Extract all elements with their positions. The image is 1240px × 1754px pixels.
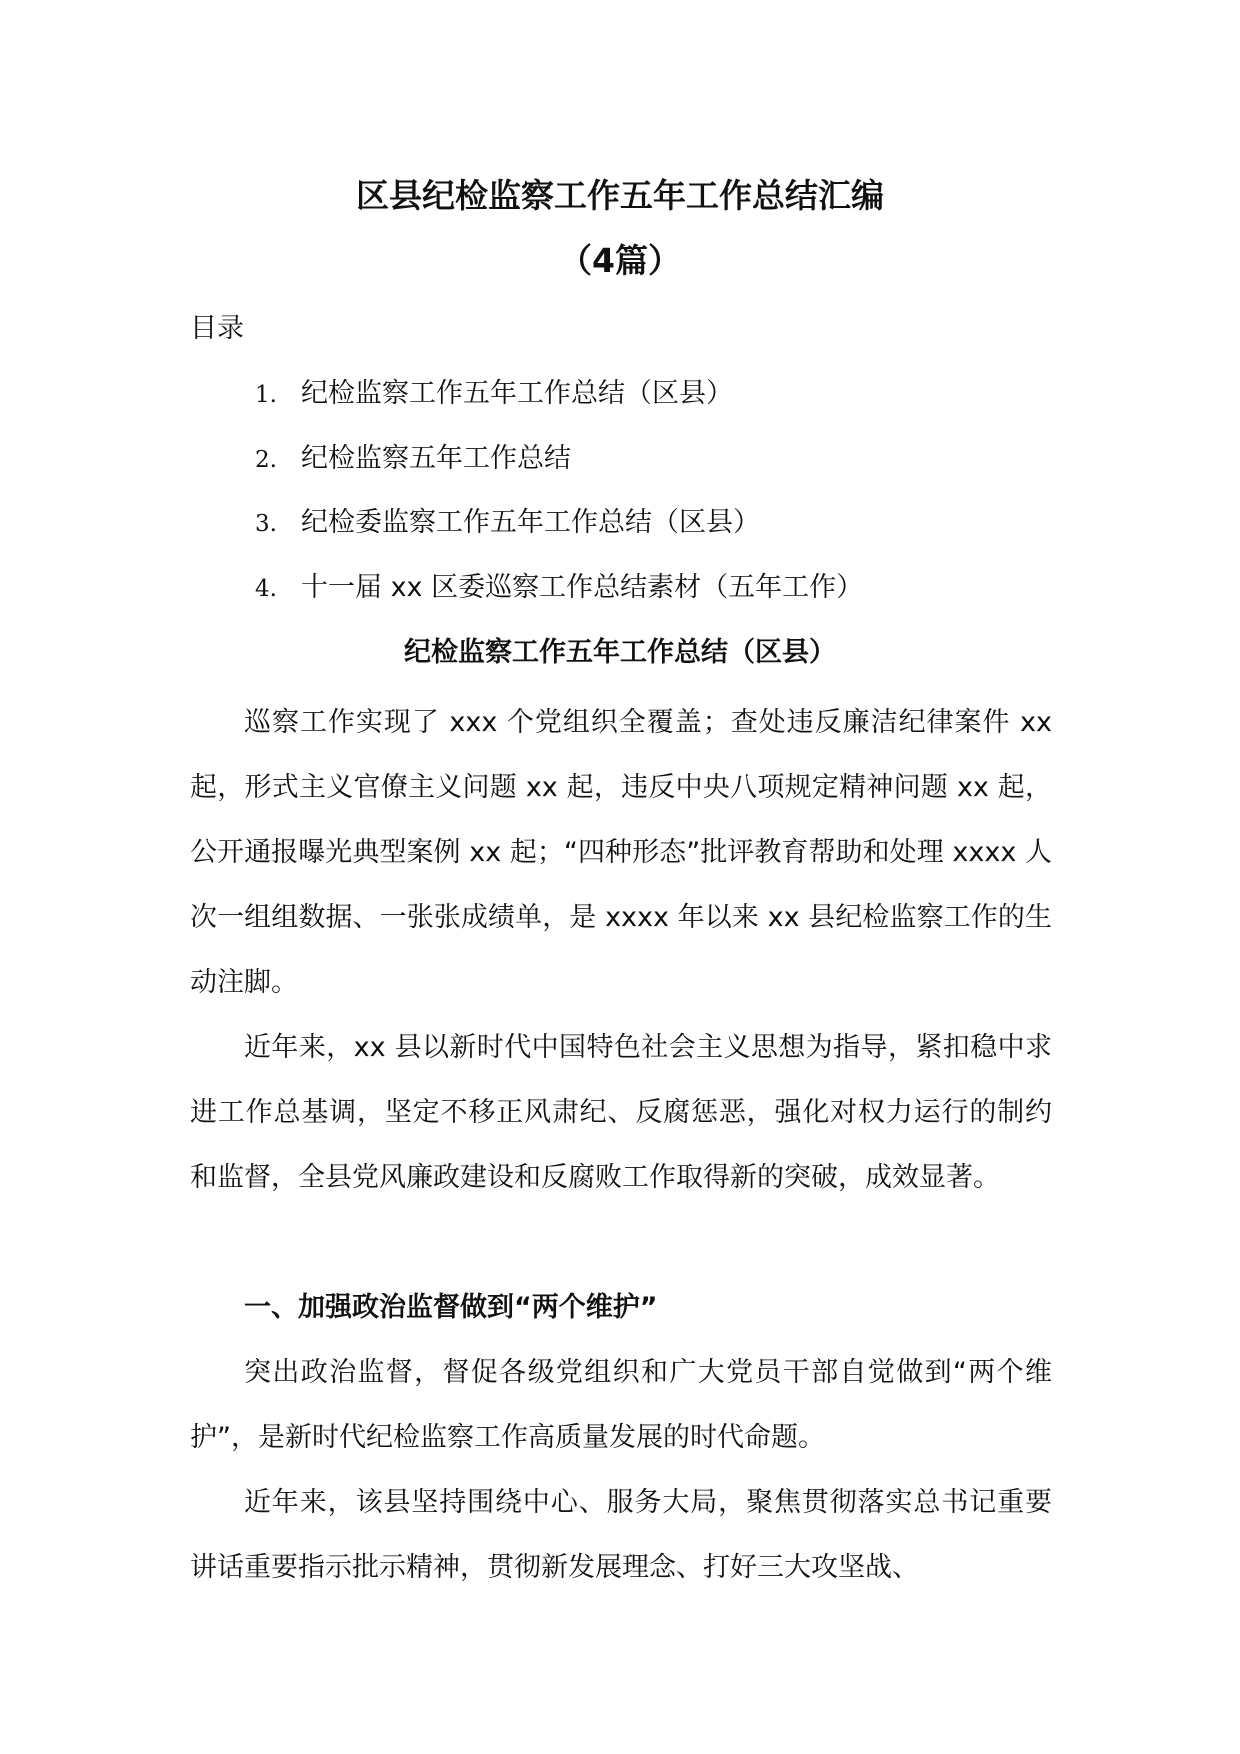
document-subtitle: （4篇） <box>559 241 681 280</box>
subsection-heading: 一、加强政治监督做到“两个维护” <box>244 1292 658 1323</box>
toc-item-number: 2. <box>255 447 277 473</box>
body-paragraph: 近年来，xx 县以新时代中国特色社会主义思想为指导，紧扣稳中求进工作总基调，坚定不移正风肃纪、反腐惩恶，强化对权力运行的制约和监督，全县党风廉政建设和反腐败工作取得新的突破，成效显著。 <box>190 1032 1052 1193</box>
toc-item-number: 3. <box>255 511 277 537</box>
section-title: 纪检监察工作五年工作总结（区县） <box>404 637 836 668</box>
toc-item <box>255 570 1055 607</box>
toc-heading: 目录 <box>190 313 244 344</box>
toc-item-text: 纪检监察工作五年工作总结（区县） <box>301 378 733 409</box>
body-paragraph: 突出政治监督，督促各级党组织和广大党员干部自觉做到“两个维护”，是新时代纪检监察工作高质量发展的时代命题。 <box>190 1357 1052 1453</box>
toc-item-text: 纪检监察五年工作总结 <box>301 443 571 474</box>
toc-item <box>255 376 1055 413</box>
document-title: 区县纪检监察工作五年工作总结汇编 <box>356 176 884 215</box>
toc-item-text: 纪检委监察工作五年工作总结（区县） <box>301 507 760 538</box>
toc-item-number: 4. <box>255 576 277 602</box>
body-paragraph: 近年来，该县坚持围绕中心、服务大局，聚焦贯彻落实总书记重要讲话重要指示批示精神，贯彻新发展理念、打好三大攻坚战、 <box>190 1487 1052 1583</box>
toc-item-text: 十一届 xx 区委巡察工作总结素材（五年工作） <box>301 572 864 603</box>
toc-item-number: 1. <box>255 382 277 408</box>
body-paragraph: 巡察工作实现了 xxx 个党组织全覆盖；查处违反廉洁纪律案件 xx 起，形式主义官僚主义问题 xx 起，违反中央八项规定精神问题 xx 起，公开通报曝光典型案例 xx 起；“四种形态”批评教育帮助和处理 xxxx 人次一组组数据、一张张成绩单，是 xxxx 年以来 xx 县纪检监察工作的生动注脚。 <box>190 707 1052 998</box>
toc-item <box>255 441 1055 478</box>
toc-item <box>255 505 1055 542</box>
